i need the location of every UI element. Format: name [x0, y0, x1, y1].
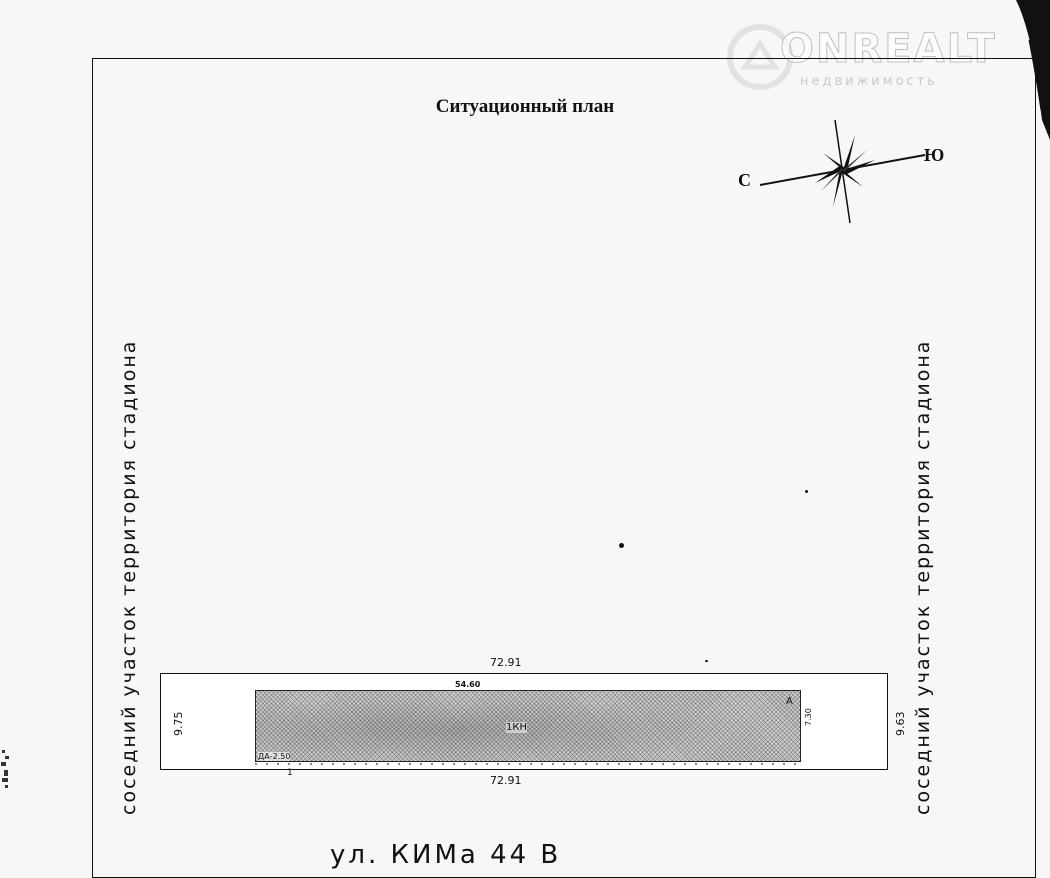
compass-rose — [755, 115, 935, 225]
lot-bottom-length: 72.91 — [490, 774, 522, 787]
building-code: ДА-2.50 — [258, 752, 291, 761]
compass-north-label: С — [738, 170, 751, 190]
scan-speck — [805, 490, 808, 493]
lot-left-width: 9.75 — [172, 711, 185, 736]
compass-south-label: Ю — [924, 145, 945, 165]
left-neighbor-label: соседний участок территория стадиона — [118, 339, 140, 815]
lot-top-length: 72.91 — [490, 656, 522, 669]
building-letter: А — [786, 696, 793, 707]
building-label: 1КН — [506, 722, 527, 733]
right-neighbor-label: соседний участок территория стадиона — [912, 339, 934, 815]
lot-right-width: 9.63 — [894, 711, 907, 736]
lot-bottom-ticks — [255, 762, 801, 770]
scan-speck — [705, 660, 708, 662]
street-label: ул. КИМа 44 В — [330, 840, 562, 870]
scan-noise — [0, 740, 10, 795]
scan-speck — [619, 543, 624, 548]
building-footprint — [255, 690, 801, 762]
building-width: 7.30 — [804, 708, 813, 726]
watermark-brand: ONREALT — [780, 26, 997, 72]
building-length: 54.60 — [455, 680, 481, 689]
watermark-tagline: недвижимость — [800, 74, 938, 89]
plan-title: Ситуационный план — [435, 96, 615, 117]
lot-point-label: 1 — [287, 768, 293, 778]
